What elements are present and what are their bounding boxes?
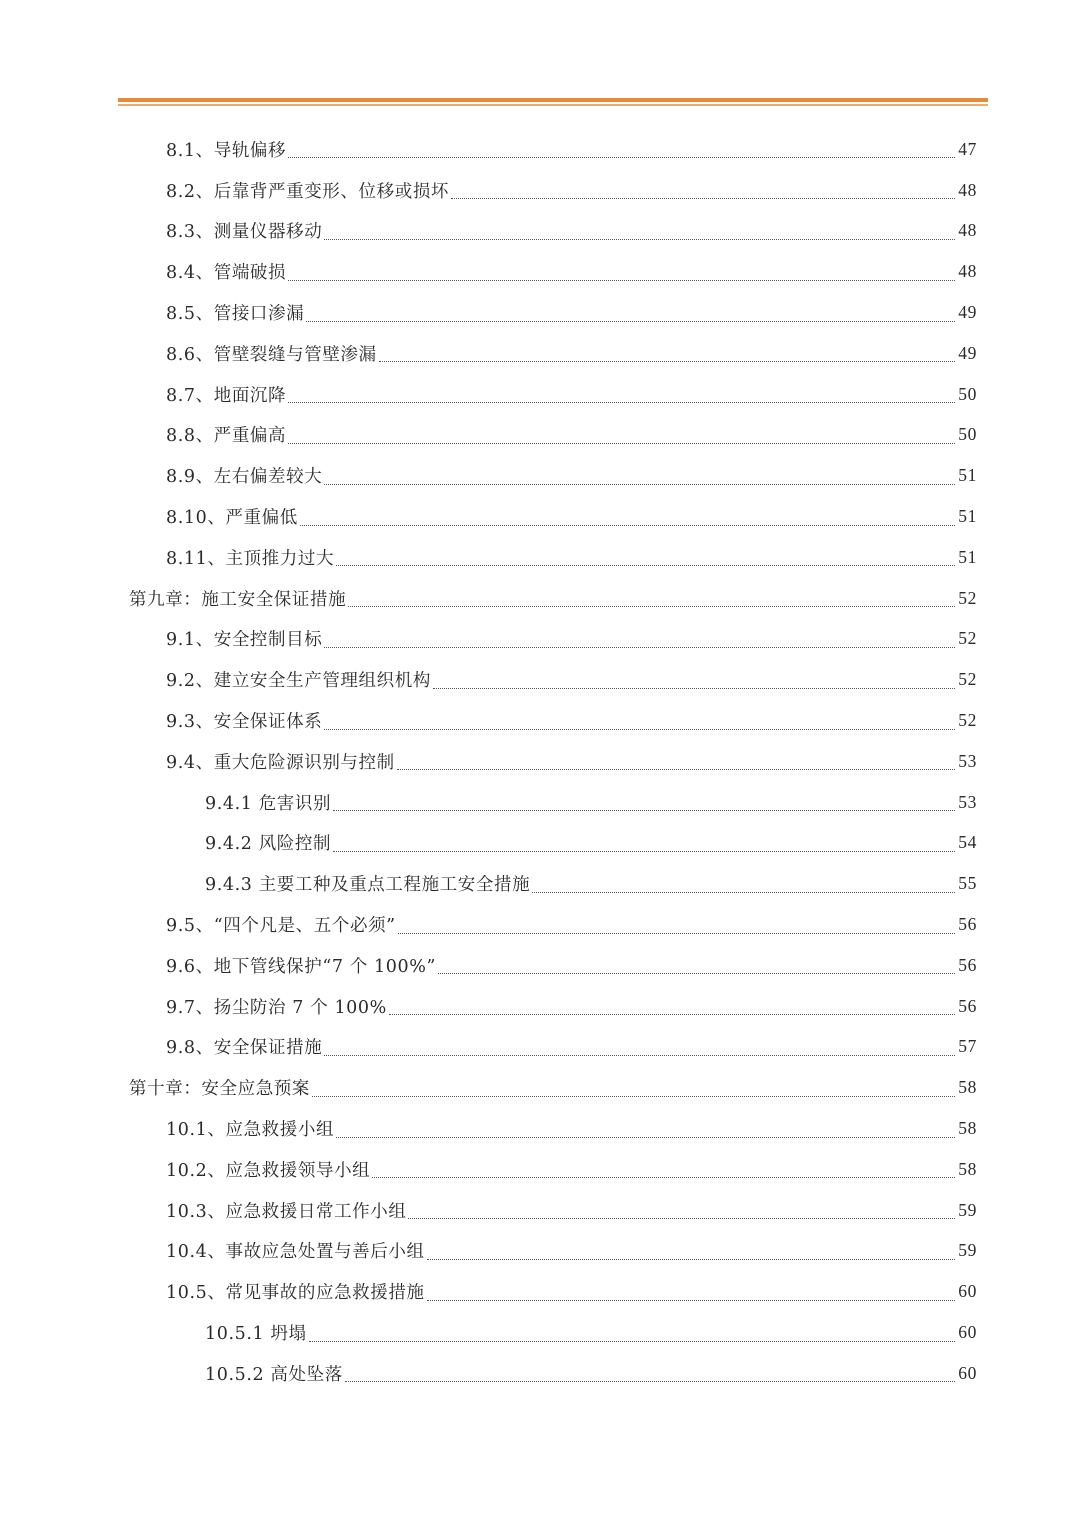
toc-dot-leader — [336, 1136, 955, 1138]
toc-entry-title: 9.5、“四个凡是、五个必须” — [166, 916, 396, 937]
toc-dot-leader — [288, 279, 955, 281]
toc-entry-page-number: 56 — [958, 914, 977, 935]
toc-entry-title: 8.11、主顶推力过大 — [166, 548, 335, 569]
toc-entry[interactable] — [0, 741, 1080, 782]
toc-entry[interactable] — [0, 292, 1080, 333]
toc-entry-page-number: 52 — [958, 669, 977, 690]
toc-entry[interactable] — [0, 782, 1080, 823]
toc-dot-leader — [333, 850, 955, 852]
toc-entry-title: 10.1、应急救援小组 — [166, 1120, 335, 1141]
header-rule-thick — [118, 98, 988, 102]
header-rule-thin — [118, 104, 988, 106]
toc-dot-leader — [532, 891, 955, 893]
toc-entry-page-number: 49 — [958, 342, 977, 363]
toc-entry-page-number: 49 — [958, 302, 977, 323]
toc-entry-page-number: 48 — [958, 179, 977, 200]
table-of-contents — [0, 129, 1080, 1394]
toc-entry-page-number: 51 — [958, 546, 977, 567]
toc-entry-page-number: 51 — [958, 506, 977, 527]
toc-entry[interactable] — [0, 415, 1080, 456]
toc-entry-title: 8.10、严重偏低 — [166, 508, 298, 529]
toc-entry-page-number: 59 — [958, 1240, 977, 1261]
toc-entry[interactable] — [0, 1067, 1080, 1108]
toc-entry[interactable] — [0, 1231, 1080, 1272]
toc-entry-page-number: 55 — [958, 873, 977, 894]
toc-entry[interactable] — [0, 1027, 1080, 1068]
toc-entry[interactable] — [0, 496, 1080, 537]
toc-entry[interactable] — [0, 823, 1080, 864]
toc-entry-title: 8.2、后靠背严重变形、位移或损坏 — [166, 181, 450, 202]
toc-entry-page-number: 53 — [958, 750, 977, 771]
toc-entry-page-number: 48 — [958, 220, 977, 241]
toc-dot-leader — [324, 483, 955, 485]
toc-dot-leader — [372, 1176, 955, 1178]
toc-entry-title: 10.5.1 坍塌 — [205, 1324, 307, 1344]
toc-dot-leader — [324, 728, 955, 730]
toc-entry[interactable] — [0, 578, 1080, 619]
toc-dot-leader — [427, 1299, 955, 1301]
toc-dot-leader — [300, 524, 955, 526]
toc-entry[interactable] — [0, 700, 1080, 741]
toc-entry[interactable] — [0, 619, 1080, 660]
toc-entry-page-number: 58 — [958, 1118, 977, 1139]
header-rule — [118, 98, 988, 106]
toc-dot-leader — [324, 1054, 955, 1056]
toc-entry-page-number: 60 — [958, 1362, 977, 1383]
toc-entry-page-number: 60 — [958, 1281, 977, 1302]
toc-entry-page-number: 54 — [958, 832, 977, 853]
toc-dot-leader — [389, 1013, 955, 1015]
toc-entry-page-number: 56 — [958, 995, 977, 1016]
toc-entry-page-number: 52 — [958, 587, 977, 608]
toc-dot-leader — [288, 442, 955, 444]
toc-entry-title: 8.6、管壁裂缝与管壁渗漏 — [166, 344, 377, 365]
toc-entry-page-number: 50 — [958, 383, 977, 404]
toc-entry-title: 9.4.3 主要工种及重点工程施工安全措施 — [205, 875, 531, 896]
toc-entry[interactable] — [0, 945, 1080, 986]
toc-entry-title: 9.4.1 危害识别 — [205, 793, 332, 814]
toc-dot-leader — [324, 646, 955, 648]
toc-entry-title: 10.5.2 高处坠落 — [205, 1364, 343, 1385]
toc-entry[interactable] — [0, 863, 1080, 904]
toc-entry-title: 8.9、左右偏差较大 — [166, 467, 323, 488]
toc-entry[interactable] — [0, 986, 1080, 1027]
toc-dot-leader — [288, 401, 955, 403]
toc-entry-title: 第九章：施工安全保证措施 — [129, 589, 347, 610]
toc-entry-page-number: 52 — [958, 628, 977, 649]
toc-entry[interactable] — [0, 1190, 1080, 1231]
toc-entry-title: 第十章：安全应急预案 — [129, 1079, 310, 1100]
toc-entry[interactable] — [0, 455, 1080, 496]
toc-dot-leader — [451, 197, 955, 199]
toc-entry-page-number: 50 — [958, 424, 977, 445]
toc-entry-title: 9.8、安全保证措施 — [166, 1038, 323, 1059]
toc-entry-title: 10.5、常见事故的应急救援措施 — [166, 1283, 425, 1304]
toc-entry-title: 8.8、严重偏高 — [166, 426, 287, 447]
toc-entry[interactable] — [0, 904, 1080, 945]
toc-entry-page-number: 59 — [958, 1199, 977, 1220]
toc-dot-leader — [288, 156, 955, 158]
toc-dot-leader — [379, 360, 955, 362]
toc-entry-title: 10.4、事故应急处置与善后小组 — [166, 1242, 425, 1263]
toc-entry-page-number: 57 — [958, 1036, 977, 1057]
toc-entry-page-number: 58 — [958, 1158, 977, 1179]
toc-entry-title: 9.4.2 风险控制 — [205, 834, 332, 855]
toc-dot-leader — [312, 1095, 955, 1097]
toc-entry[interactable] — [0, 1108, 1080, 1149]
toc-entry-title: 9.6、地下管线保护“7 个 100%” — [166, 956, 437, 977]
toc-entry[interactable] — [0, 1353, 1080, 1394]
toc-entry-page-number: 47 — [958, 138, 977, 159]
toc-dot-leader — [398, 932, 955, 934]
toc-entry-page-number: 51 — [958, 465, 977, 486]
toc-dot-leader — [324, 238, 955, 240]
toc-entry-title: 9.7、扬尘防治 7 个 100% — [166, 997, 387, 1018]
toc-entry-page-number: 56 — [958, 954, 977, 975]
toc-entry-page-number: 58 — [958, 1077, 977, 1098]
toc-dot-leader — [427, 1258, 955, 1260]
toc-entry[interactable] — [0, 537, 1080, 578]
toc-entry-title: 10.3、应急救援日常工作小组 — [166, 1201, 407, 1222]
toc-dot-leader — [336, 564, 955, 566]
toc-entry[interactable] — [0, 170, 1080, 211]
toc-entry-title: 8.7、地面沉降 — [166, 385, 287, 406]
toc-dot-leader — [309, 1340, 955, 1342]
toc-dot-leader — [408, 1217, 955, 1219]
toc-entry[interactable] — [0, 211, 1080, 252]
toc-entry[interactable] — [0, 333, 1080, 374]
toc-entry[interactable] — [0, 1312, 1080, 1353]
toc-dot-leader — [333, 809, 955, 811]
toc-entry-title: 8.4、管端破损 — [166, 263, 287, 284]
toc-entry-title: 8.5、管接口渗漏 — [166, 304, 305, 325]
toc-dot-leader — [306, 320, 955, 322]
toc-entry-page-number: 60 — [958, 1322, 977, 1342]
toc-entry-title: 9.2、建立安全生产管理组织机构 — [166, 671, 431, 692]
toc-entry-title: 8.3、测量仪器移动 — [166, 222, 323, 243]
toc-entry-page-number: 48 — [958, 261, 977, 282]
toc-entry[interactable] — [0, 659, 1080, 700]
toc-entry[interactable] — [0, 251, 1080, 292]
toc-dot-leader — [438, 972, 955, 974]
toc-entry[interactable] — [0, 1271, 1080, 1312]
toc-entry-page-number: 53 — [958, 791, 977, 812]
toc-dot-leader — [348, 605, 955, 607]
toc-entry-title: 10.2、应急救援领导小组 — [166, 1160, 371, 1181]
toc-entry-title: 9.4、重大危险源识别与控制 — [166, 752, 395, 773]
toc-entry[interactable] — [0, 129, 1080, 170]
toc-entry-title: 9.3、安全保证体系 — [166, 712, 323, 733]
toc-entry[interactable] — [0, 374, 1080, 415]
toc-entry-title: 9.1、安全控制目标 — [166, 630, 323, 651]
toc-dot-leader — [433, 687, 955, 689]
toc-entry[interactable] — [0, 1149, 1080, 1190]
toc-entry-page-number: 52 — [958, 710, 977, 731]
toc-dot-leader — [345, 1380, 955, 1382]
toc-entry-title: 8.1、导轨偏移 — [166, 140, 287, 161]
toc-dot-leader — [397, 768, 955, 770]
